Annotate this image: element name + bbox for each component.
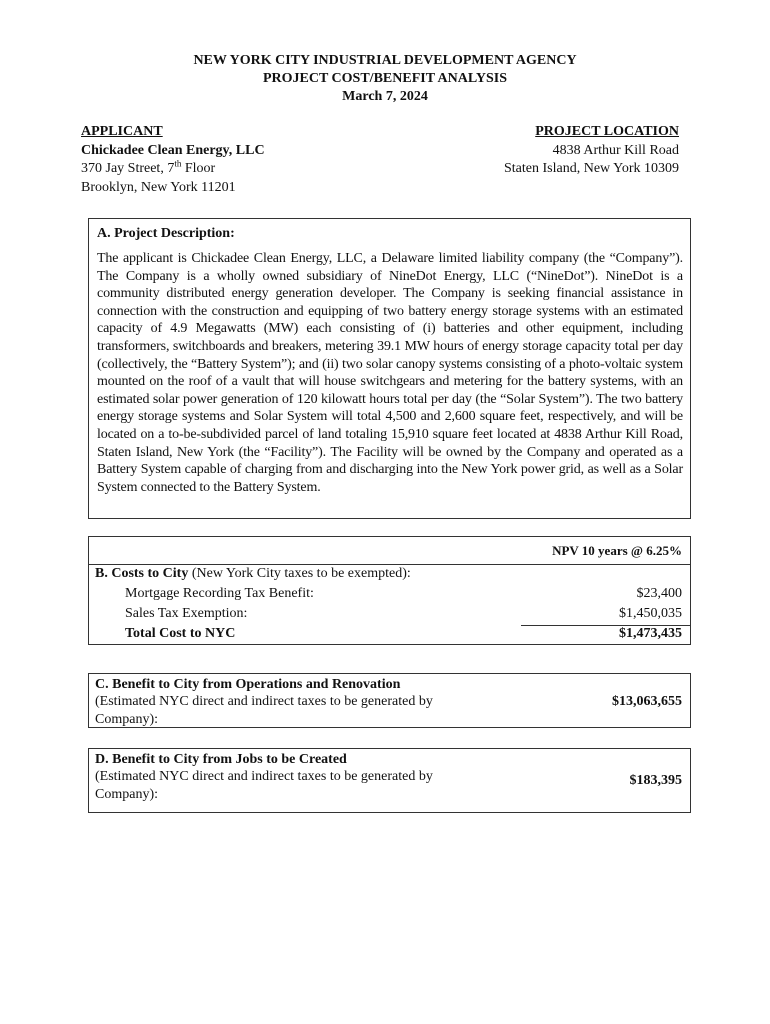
operations-heading: C. Benefit to City from Operations and Renovation [95, 677, 401, 692]
document-header [0, 52, 770, 106]
document-date: March 7, 2024 [342, 89, 428, 104]
costs-heading-note: (New York City taxes to be exempted): [188, 566, 411, 581]
applicant-street-suffix: th [174, 158, 182, 169]
benefit-jobs-box [88, 748, 691, 813]
location-heading: PROJECT LOCATION [535, 124, 679, 139]
description-text: The applicant is Chickadee Clean Energy, LLC, a Delaware limited liability company (the “Company”). The Company is a wholly owned subsidiary of NineDot Energy, LLC (“NineDot”). NineDot is a community distributed energy generation developer. The Company is seeking financial assistance in connection with the construction and equipping of two battery energy storage systems with an estimated capacity of 4.9 Megawatts (MW) each consisting of (i) batteries and other equipment, including transformers, switchboards and breakers, metering 39.1 MW hours of energy storage capacity total per day (collectively, the “Battery System”); and (ii) two solar canopy systems consisting of a photo-voltaic system mounted on the roof of a vault that will house switchgears and metering for the battery systems, with an estimated solar power generation of 120 kilowatt hours total per day (the “Solar System”). The two battery energy storage systems and Solar System will total 4,500 and 2,600 square feet, respectively, and will be located on a to-be-subdivided parcel of land totaling 15,910 square feet located at 4838 Arthur Kill Road, Staten Island, New York (the “Facility”). The Facility will be owned by the Company and operated as a Battery System capable of charging from and discharging into the New York power grid, as well as a Solar System connected to the Battery System. [97, 251, 683, 495]
costs-heading [95, 566, 411, 582]
agency-title: NEW YORK CITY INDUSTRIAL DEVELOPMENT AGENCY [193, 53, 577, 68]
operations-description: (Estimated NYC direct and indirect taxes to be generated by Company): [95, 694, 433, 727]
jobs-description: (Estimated NYC direct and indirect taxes to be generated by Company): [95, 769, 433, 802]
cost-row-value: $1,450,035 [619, 606, 682, 621]
jobs-heading: D. Benefit to City from Jobs to be Created [95, 752, 347, 767]
applicant-heading: APPLICANT [81, 124, 163, 139]
applicant-block [81, 123, 381, 197]
jobs-value: $183,395 [629, 773, 682, 788]
header-divider [89, 564, 690, 565]
applicant-city: Brooklyn, New York 11201 [81, 179, 236, 195]
total-cost-label: Total Cost to NYC [125, 626, 236, 641]
location-street: 4838 Arthur Kill Road [552, 142, 679, 158]
applicant-street-main: 370 Jay Street, 7 [81, 161, 175, 176]
npv-header: NPV 10 years @ 6.25% [552, 543, 682, 558]
location-city: Staten Island, New York 10309 [504, 161, 679, 176]
applicant-street-floor: Floor [181, 161, 216, 176]
project-description-box [88, 218, 691, 519]
description-heading: A. Project Description: [97, 226, 235, 241]
benefit-operations-box [88, 673, 691, 728]
project-location-block [359, 123, 679, 179]
operations-value: $13,063,655 [612, 694, 682, 709]
costs-heading-bold: B. Costs to City [95, 566, 189, 581]
total-cost-value: $1,473,435 [619, 626, 682, 641]
costs-to-city-table [88, 536, 691, 645]
cost-row-value: $23,400 [636, 586, 682, 601]
cost-row-label: Mortgage Recording Tax Benefit: [125, 586, 314, 601]
applicant-street [81, 160, 381, 179]
analysis-title: PROJECT COST/BENEFIT ANALYSIS [262, 71, 508, 86]
applicant-name: Chickadee Clean Energy, LLC [81, 142, 265, 158]
cost-row-label: Sales Tax Exemption: [125, 606, 248, 621]
